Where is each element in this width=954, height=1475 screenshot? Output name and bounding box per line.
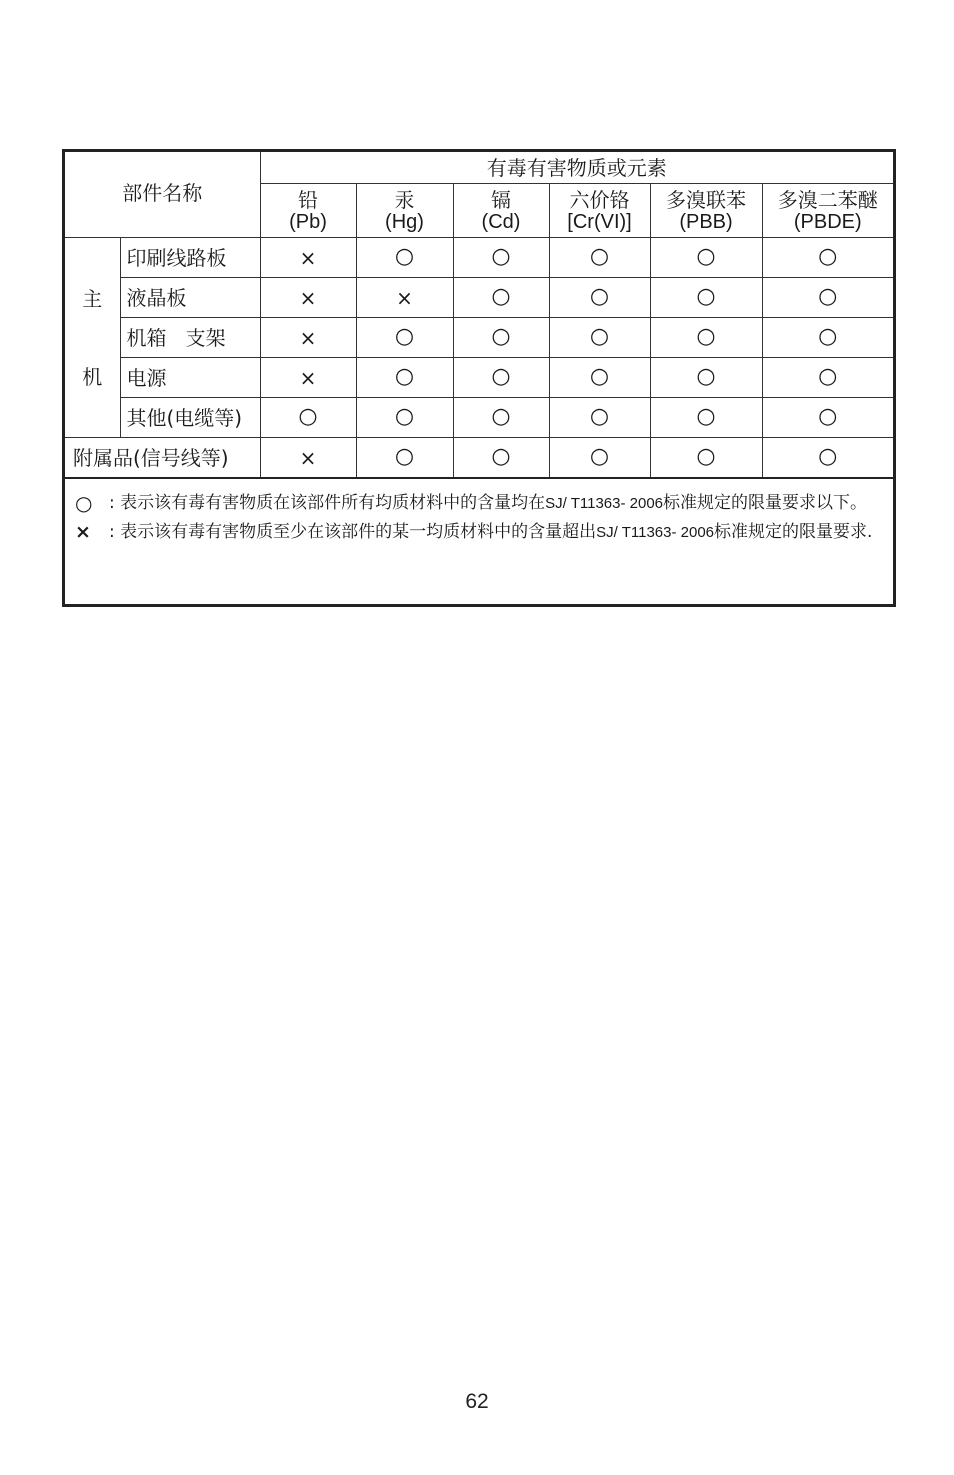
mark-cell: ○ [549,238,650,278]
mark-cell: ○ [650,438,762,479]
part-name: 机箱 支架 [120,318,260,358]
mark-cell: ○ [650,358,762,398]
mark-cell: ○ [650,398,762,438]
substance-header-lead: 铅 (Pb) [260,184,356,238]
part-name: 液晶板 [120,278,260,318]
mark-cell: ○ [453,398,549,438]
cross-icon: × [75,521,91,543]
mark-cell: × [260,238,356,278]
mark-cell: ○ [762,438,893,479]
mark-cell: ○ [453,358,549,398]
part-name: 电源 [120,358,260,398]
mark-cell: ○ [762,278,893,318]
mark-cell: ○ [650,318,762,358]
substance-header-pbb: 多溴联苯 (PBB) [650,184,762,238]
main-unit-group-label: 主 机 [65,238,120,438]
substance-header-cadmium: 镉 (Cd) [453,184,549,238]
mark-cell: ○ [762,238,893,278]
mark-cell: × [260,358,356,398]
mark-cell: ○ [356,438,453,479]
legend-notes [75,490,885,548]
mark-cell: ○ [549,278,650,318]
mark-cell: ○ [356,398,453,438]
mark-cell: × [260,278,356,318]
mark-cell: ○ [650,278,762,318]
table-row [65,358,893,398]
mark-cell: ○ [549,318,650,358]
mark-cell: ○ [356,318,453,358]
mark-cell: ○ [260,398,356,438]
part-name: 印刷线路板 [120,238,260,278]
table-row [65,238,893,278]
page-number: 62 [465,1390,489,1413]
mark-cell: ○ [356,238,453,278]
mark-cell: ○ [762,398,893,438]
substance-header-pbde: 多溴二苯醚 (PBDE) [762,184,893,238]
note-compliant [75,490,885,517]
mark-cell: × [260,318,356,358]
hazardous-substance-frame [62,149,896,607]
table-row [65,278,893,318]
accessory-row [65,438,893,479]
note-text: : 表示该有毒有害物质至少在该部件的某一均质材料中的含量超出SJ/ T11363- 2006标准规定的限量要求. [109,522,873,542]
mark-cell: ○ [762,318,893,358]
circle-icon: ○ [75,491,93,515]
category-header: 部件名称 [65,152,260,238]
mark-cell: ○ [549,398,650,438]
note-text: : 表示该有毒有害物质在该部件所有均质材料中的含量均在SJ/ T11363- 2006标准规定的限量要求以下。 [109,493,868,513]
mark-cell: ○ [453,318,549,358]
accessory-name: 附属品(信号线等) [65,438,260,479]
substance-header-chromium: 六价铬 [Cr(VI)] [549,184,650,238]
part-name: 其他(电缆等) [120,398,260,438]
mark-cell: ○ [453,238,549,278]
substance-header-mercury: 汞 (Hg) [356,184,453,238]
mark-cell: × [356,278,453,318]
mark-cell: × [260,438,356,479]
mark-cell: ○ [549,358,650,398]
mark-cell: ○ [549,438,650,479]
hazardous-substance-table [65,152,893,479]
table-row [65,318,893,358]
table-row [65,398,893,438]
mark-cell: ○ [762,358,893,398]
mark-cell: ○ [453,438,549,479]
note-exceeds [75,519,885,546]
mark-cell: ○ [356,358,453,398]
substance-group-header: 有毒有害物质或元素 [260,152,893,184]
mark-cell: ○ [650,238,762,278]
mark-cell: ○ [453,278,549,318]
